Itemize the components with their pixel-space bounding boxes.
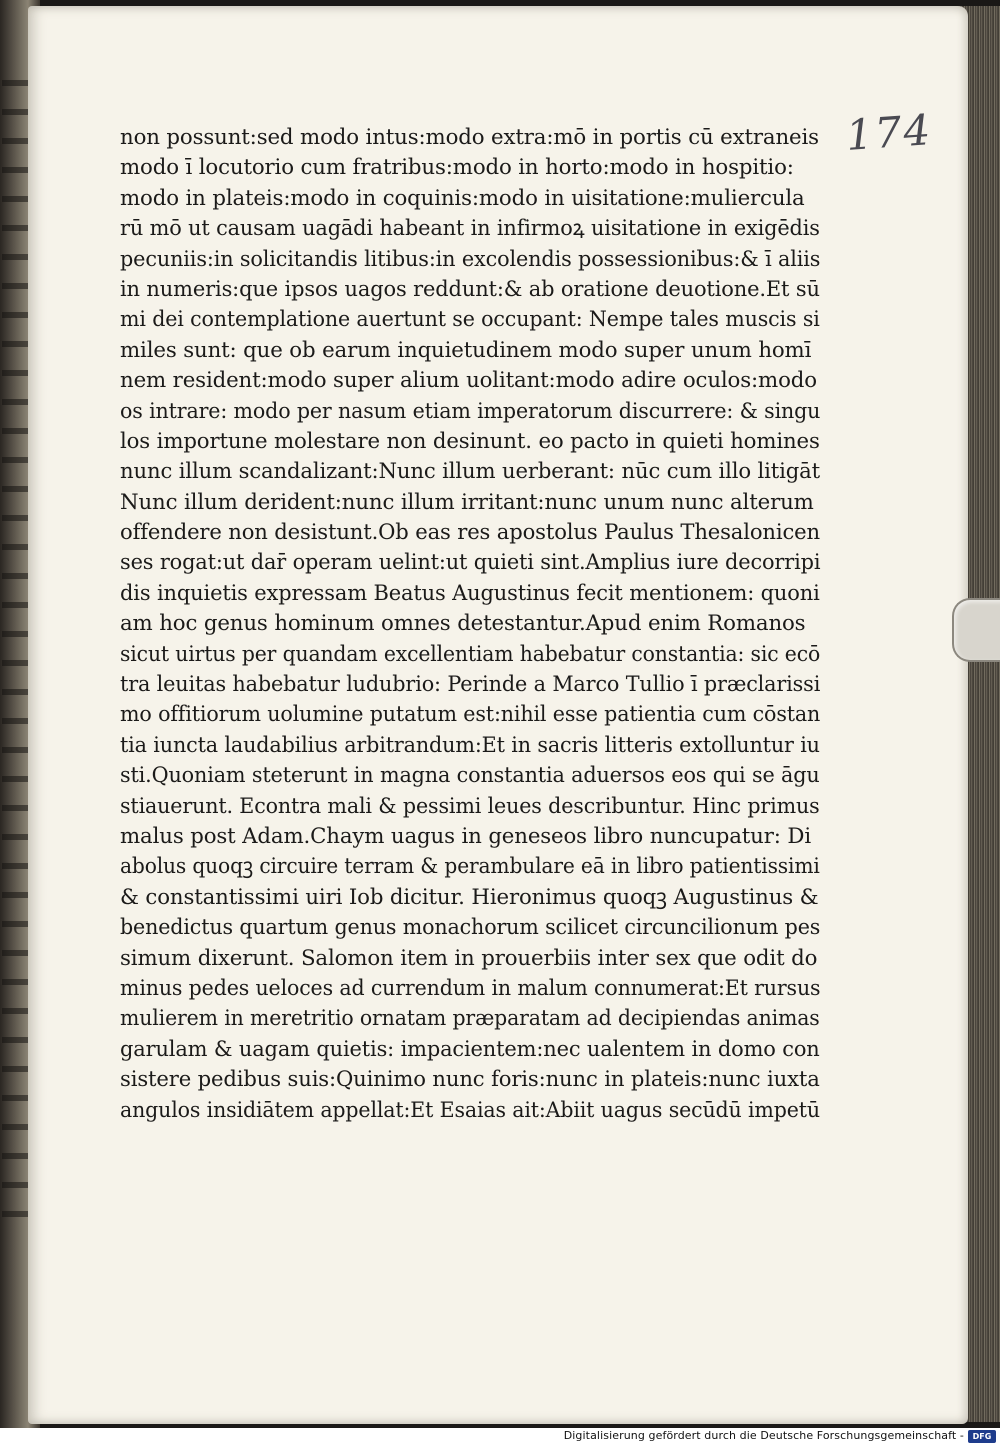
text-line: angulos insidiātem appellat:Et Esaias ait:Abiit uagus secūdū impetū — [120, 1097, 820, 1123]
text-line: tra leuitas habebatur ludubrio: Perinde a Marco Tullio ī præclarissi — [120, 672, 821, 698]
text-line: simum dixerunt. Salomon item in prouerbiis inter sex que odit do — [120, 945, 818, 971]
text-line: mo offitiorum uolumine putatum est:nihil esse patientia cum cōstan — [120, 702, 821, 728]
text-line: nem resident:modo super alium uolitant:modo adire oculos:modo — [120, 368, 817, 394]
funding-credit: Digitalisierung gefördert durch die Deutsche Forschungsgemeinschaft - — [563, 1429, 964, 1442]
text-line: sicut uirtus per quandam excellentiam habebatur constantia: sic ecō — [120, 641, 821, 667]
text-line: Nunc illum derident:nunc illum irritant:nunc unum nunc alterum — [120, 489, 814, 515]
page-marker-tab — [952, 598, 1000, 662]
text-line: sti.Quoniam steterunt in magna constantia aduersos eos qui se āgu — [120, 763, 820, 789]
text-line: garulam & uagam quietis: impacientem:nec ualentem in domo con — [120, 1036, 820, 1062]
footer-bar — [0, 1428, 1000, 1446]
folio-number: 174 — [844, 105, 934, 160]
text-line: & constantissimi uiri Iob dicitur. Hieronimus quoqꝫ Augustinus & — [120, 884, 819, 910]
text-line: dis inquietis expressam Beatus Augustinus fecit mentionem: quoni — [120, 580, 820, 606]
text-line: mulierem in meretritio ornatam præparatam ad decipiendas animas — [120, 1006, 820, 1032]
text-line: sistere pedibus suis:Quinimo nunc foris:nunc in plateis:nunc iuxta — [120, 1067, 820, 1093]
text-line: mi dei contemplatione auertunt se occupant: Nempe tales muscis si — [120, 307, 820, 333]
text-line: benedictus quartum genus monachorum scilicet circuncilionum pes — [120, 915, 821, 941]
text-block — [120, 123, 820, 1126]
text-line: abolus quoqꝫ circuire terram & perambulare eā in libro patientissimi — [120, 854, 820, 880]
text-line: minus pedes ueloces ad currendum in malum connumerat:Et rursus — [120, 975, 821, 1001]
text-line: malus post Adam.Chaym uagus in geneseos libro nuncupatur: Di — [120, 823, 812, 849]
text-line: tia iuncta laudabilius arbitrandum:Et in sacris litteris extolluntur iu — [120, 732, 820, 758]
text-line: los importune molestare non desinunt. eo pacto in quieti homines — [120, 428, 820, 454]
text-line: modo ī locutorio cum fratribus:modo in horto:modo in hospitio: — [120, 155, 794, 181]
text-line: pecuniis:in solicitandis litibus:in excolendis possessionibus:& ī aliis — [120, 246, 821, 272]
dfg-logo: DFG — [968, 1430, 996, 1443]
text-line: rū mō ut causam uagādi habeant in infirmoꝝ uisitatione in exigēdis — [120, 216, 820, 242]
text-line: am hoc genus hominum omnes detestantur.Apud enim Romanos — [120, 611, 806, 637]
text-line: modo in plateis:modo in coquinis:modo in uisitatione:muliercula — [120, 185, 805, 211]
text-line: offendere non desistunt.Ob eas res apostolus Paulus Thesalonicen — [120, 520, 820, 546]
text-line: stiauerunt. Econtra mali & pessimi leues describuntur. Hinc primus — [120, 793, 820, 819]
text-line: non possunt:sed modo intus:modo extra:mō in portis cū extraneis — [120, 125, 819, 150]
text-line: os intrare: modo per nasum etiam imperatorum discurrere: & singu — [120, 398, 821, 424]
text-line: ses rogat:ut dar̄ operam uelint:ut quieti sint.Amplius iure decorripi — [120, 550, 821, 576]
text-line: miles sunt: que ob earum inquietudinem modo super unum homī — [120, 337, 812, 363]
text-line: in numeris:que ipsos uagos reddunt:& ab oratione deuotione.Et sū — [120, 276, 820, 302]
text-line: nunc illum scandalizant:Nunc illum uerberant: nūc cum illo litigāt — [120, 459, 821, 485]
